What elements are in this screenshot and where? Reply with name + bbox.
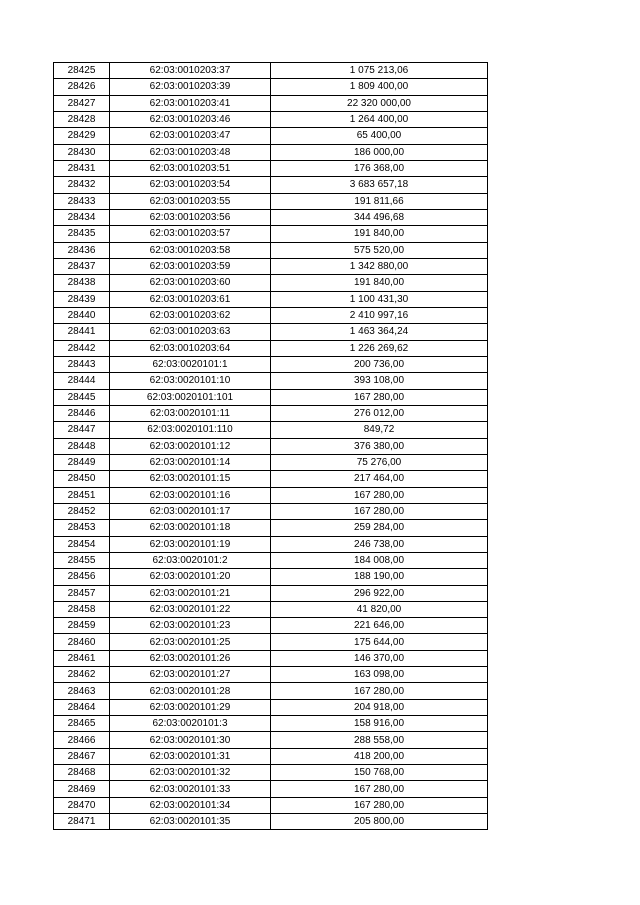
row-number-cell: 28432: [54, 177, 110, 193]
table-row: [54, 569, 488, 585]
cadastral-value-cell: 176 368,00: [271, 160, 488, 176]
cadastral-number-cell: 62:03:0010203:61: [110, 291, 271, 307]
table-row: [54, 275, 488, 291]
table-row: [54, 667, 488, 683]
cadastral-number-cell: 62:03:0010203:47: [110, 128, 271, 144]
table-row: [54, 520, 488, 536]
row-number-cell: 28436: [54, 242, 110, 258]
table-row: [54, 618, 488, 634]
table-row: [54, 340, 488, 356]
cadastral-value-cell: 186 000,00: [271, 144, 488, 160]
cadastral-number-cell: 62:03:0010203:62: [110, 307, 271, 323]
table-row: [54, 79, 488, 95]
cadastral-number-cell: 62:03:0020101:1: [110, 356, 271, 372]
cadastral-number-cell: 62:03:0020101:16: [110, 487, 271, 503]
row-number-cell: 28466: [54, 732, 110, 748]
row-number-cell: 28447: [54, 422, 110, 438]
cadastral-value-cell: 2 410 997,16: [271, 307, 488, 323]
cadastral-value-table: [53, 62, 488, 830]
row-number-cell: 28448: [54, 438, 110, 454]
table-row: [54, 716, 488, 732]
cadastral-value-cell: 200 736,00: [271, 356, 488, 372]
cadastral-value-cell: 276 012,00: [271, 405, 488, 421]
table-row: [54, 732, 488, 748]
cadastral-number-cell: 62:03:0020101:35: [110, 814, 271, 830]
cadastral-number-cell: 62:03:0010203:54: [110, 177, 271, 193]
table-row: [54, 683, 488, 699]
row-number-cell: 28435: [54, 226, 110, 242]
cadastral-number-cell: 62:03:0010203:41: [110, 95, 271, 111]
row-number-cell: 28458: [54, 601, 110, 617]
table-row: [54, 258, 488, 274]
table-row: [54, 585, 488, 601]
cadastral-number-cell: 62:03:0020101:28: [110, 683, 271, 699]
row-number-cell: 28443: [54, 356, 110, 372]
cadastral-number-cell: 62:03:0010203:39: [110, 79, 271, 95]
table-row: [54, 781, 488, 797]
cadastral-number-cell: 62:03:0010203:48: [110, 144, 271, 160]
cadastral-value-cell: 259 284,00: [271, 520, 488, 536]
cadastral-number-cell: 62:03:0010203:51: [110, 160, 271, 176]
cadastral-value-cell: 1 342 880,00: [271, 258, 488, 274]
row-number-cell: 28453: [54, 520, 110, 536]
cadastral-number-cell: 62:03:0020101:10: [110, 373, 271, 389]
row-number-cell: 28450: [54, 471, 110, 487]
table-row: [54, 111, 488, 127]
table-row: [54, 389, 488, 405]
cadastral-value-cell: 849,72: [271, 422, 488, 438]
cadastral-number-cell: 62:03:0020101:22: [110, 601, 271, 617]
table-row: [54, 814, 488, 830]
cadastral-value-cell: 217 464,00: [271, 471, 488, 487]
table-row: [54, 128, 488, 144]
cadastral-value-cell: 296 922,00: [271, 585, 488, 601]
table-row: [54, 193, 488, 209]
cadastral-value-cell: 75 276,00: [271, 454, 488, 470]
cadastral-number-cell: 62:03:0020101:18: [110, 520, 271, 536]
cadastral-value-cell: 191 840,00: [271, 275, 488, 291]
cadastral-number-cell: 62:03:0020101:2: [110, 552, 271, 568]
table-row: [54, 748, 488, 764]
row-number-cell: 28442: [54, 340, 110, 356]
row-number-cell: 28459: [54, 618, 110, 634]
cadastral-number-cell: 62:03:0010203:58: [110, 242, 271, 258]
cadastral-value-cell: 146 370,00: [271, 650, 488, 666]
cadastral-number-cell: 62:03:0010203:56: [110, 209, 271, 225]
table-row: [54, 324, 488, 340]
cadastral-value-cell: 1 463 364,24: [271, 324, 488, 340]
table-row: [54, 373, 488, 389]
row-number-cell: 28437: [54, 258, 110, 274]
cadastral-value-cell: 3 683 657,18: [271, 177, 488, 193]
table-row: [54, 487, 488, 503]
cadastral-number-cell: 62:03:0020101:20: [110, 569, 271, 585]
row-number-cell: 28444: [54, 373, 110, 389]
cadastral-number-cell: 62:03:0020101:30: [110, 732, 271, 748]
cadastral-number-cell: 62:03:0020101:21: [110, 585, 271, 601]
row-number-cell: 28430: [54, 144, 110, 160]
row-number-cell: 28469: [54, 781, 110, 797]
table-row: [54, 650, 488, 666]
table-row: [54, 765, 488, 781]
cadastral-value-cell: 191 840,00: [271, 226, 488, 242]
table-row: [54, 438, 488, 454]
cadastral-value-cell: 575 520,00: [271, 242, 488, 258]
row-number-cell: 28425: [54, 63, 110, 79]
row-number-cell: 28465: [54, 716, 110, 732]
table-row: [54, 95, 488, 111]
cadastral-value-cell: 167 280,00: [271, 781, 488, 797]
table-row: [54, 63, 488, 79]
cadastral-value-cell: 167 280,00: [271, 503, 488, 519]
table-body: [54, 63, 488, 830]
cadastral-value-cell: 167 280,00: [271, 389, 488, 405]
cadastral-number-cell: 62:03:0010203:57: [110, 226, 271, 242]
cadastral-value-cell: 1 075 213,06: [271, 63, 488, 79]
table-row: [54, 699, 488, 715]
table-row: [54, 405, 488, 421]
row-number-cell: 28438: [54, 275, 110, 291]
cadastral-value-cell: 1 809 400,00: [271, 79, 488, 95]
cadastral-number-cell: 62:03:0010203:64: [110, 340, 271, 356]
cadastral-value-cell: 204 918,00: [271, 699, 488, 715]
row-number-cell: 28426: [54, 79, 110, 95]
cadastral-value-cell: 150 768,00: [271, 765, 488, 781]
table-row: [54, 291, 488, 307]
row-number-cell: 28428: [54, 111, 110, 127]
cadastral-number-cell: 62:03:0020101:23: [110, 618, 271, 634]
cadastral-value-cell: 205 800,00: [271, 814, 488, 830]
row-number-cell: 28440: [54, 307, 110, 323]
cadastral-number-cell: 62:03:0010203:60: [110, 275, 271, 291]
cadastral-value-cell: 65 400,00: [271, 128, 488, 144]
row-number-cell: 28452: [54, 503, 110, 519]
row-number-cell: 28441: [54, 324, 110, 340]
table-row: [54, 226, 488, 242]
cadastral-value-cell: 418 200,00: [271, 748, 488, 764]
cadastral-number-cell: 62:03:0020101:15: [110, 471, 271, 487]
cadastral-value-cell: 167 280,00: [271, 487, 488, 503]
cadastral-value-cell: 393 108,00: [271, 373, 488, 389]
cadastral-value-cell: 376 380,00: [271, 438, 488, 454]
cadastral-value-cell: 344 496,68: [271, 209, 488, 225]
cadastral-value-cell: 167 280,00: [271, 683, 488, 699]
cadastral-number-cell: 62:03:0020101:101: [110, 389, 271, 405]
cadastral-value-cell: 191 811,66: [271, 193, 488, 209]
table-row: [54, 242, 488, 258]
cadastral-number-cell: 62:03:0010203:63: [110, 324, 271, 340]
table-row: [54, 209, 488, 225]
cadastral-number-cell: 62:03:0020101:25: [110, 634, 271, 650]
cadastral-value-cell: 221 646,00: [271, 618, 488, 634]
row-number-cell: 28434: [54, 209, 110, 225]
cadastral-number-cell: 62:03:0010203:46: [110, 111, 271, 127]
table-row: [54, 356, 488, 372]
row-number-cell: 28429: [54, 128, 110, 144]
table-row: [54, 160, 488, 176]
cadastral-number-cell: 62:03:0020101:27: [110, 667, 271, 683]
cadastral-value-cell: 188 190,00: [271, 569, 488, 585]
table-row: [54, 422, 488, 438]
row-number-cell: 28467: [54, 748, 110, 764]
row-number-cell: 28446: [54, 405, 110, 421]
cadastral-number-cell: 62:03:0020101:14: [110, 454, 271, 470]
row-number-cell: 28431: [54, 160, 110, 176]
cadastral-number-cell: 62:03:0020101:29: [110, 699, 271, 715]
row-number-cell: 28471: [54, 814, 110, 830]
row-number-cell: 28455: [54, 552, 110, 568]
table-row: [54, 454, 488, 470]
cadastral-value-cell: 184 008,00: [271, 552, 488, 568]
table-row: [54, 536, 488, 552]
cadastral-value-cell: 175 644,00: [271, 634, 488, 650]
cadastral-number-cell: 62:03:0020101:3: [110, 716, 271, 732]
row-number-cell: 28470: [54, 797, 110, 813]
cadastral-value-cell: 22 320 000,00: [271, 95, 488, 111]
cadastral-number-cell: 62:03:0020101:19: [110, 536, 271, 552]
cadastral-value-cell: 246 738,00: [271, 536, 488, 552]
row-number-cell: 28456: [54, 569, 110, 585]
cadastral-number-cell: 62:03:0020101:11: [110, 405, 271, 421]
row-number-cell: 28449: [54, 454, 110, 470]
cadastral-number-cell: 62:03:0020101:32: [110, 765, 271, 781]
cadastral-number-cell: 62:03:0010203:55: [110, 193, 271, 209]
row-number-cell: 28460: [54, 634, 110, 650]
table-row: [54, 307, 488, 323]
cadastral-value-cell: 1 226 269,62: [271, 340, 488, 356]
row-number-cell: 28445: [54, 389, 110, 405]
row-number-cell: 28464: [54, 699, 110, 715]
row-number-cell: 28433: [54, 193, 110, 209]
cadastral-number-cell: 62:03:0020101:17: [110, 503, 271, 519]
table-row: [54, 601, 488, 617]
row-number-cell: 28454: [54, 536, 110, 552]
cadastral-value-cell: 288 558,00: [271, 732, 488, 748]
table-row: [54, 552, 488, 568]
table-row: [54, 144, 488, 160]
row-number-cell: 28461: [54, 650, 110, 666]
cadastral-number-cell: 62:03:0010203:37: [110, 63, 271, 79]
table-row: [54, 503, 488, 519]
cadastral-value-cell: 158 916,00: [271, 716, 488, 732]
table-row: [54, 471, 488, 487]
row-number-cell: 28427: [54, 95, 110, 111]
cadastral-number-cell: 62:03:0020101:31: [110, 748, 271, 764]
cadastral-number-cell: 62:03:0020101:26: [110, 650, 271, 666]
cadastral-value-cell: 167 280,00: [271, 797, 488, 813]
cadastral-number-cell: 62:03:0020101:34: [110, 797, 271, 813]
cadastral-value-cell: 1 100 431,30: [271, 291, 488, 307]
cadastral-value-cell: 1 264 400,00: [271, 111, 488, 127]
row-number-cell: 28457: [54, 585, 110, 601]
cadastral-number-cell: 62:03:0020101:12: [110, 438, 271, 454]
cadastral-number-cell: 62:03:0010203:59: [110, 258, 271, 274]
row-number-cell: 28463: [54, 683, 110, 699]
cadastral-value-cell: 41 820,00: [271, 601, 488, 617]
cadastral-number-cell: 62:03:0020101:110: [110, 422, 271, 438]
row-number-cell: 28439: [54, 291, 110, 307]
table-row: [54, 797, 488, 813]
cadastral-value-cell: 163 098,00: [271, 667, 488, 683]
row-number-cell: 28468: [54, 765, 110, 781]
table-row: [54, 634, 488, 650]
cadastral-number-cell: 62:03:0020101:33: [110, 781, 271, 797]
row-number-cell: 28451: [54, 487, 110, 503]
table-row: [54, 177, 488, 193]
row-number-cell: 28462: [54, 667, 110, 683]
